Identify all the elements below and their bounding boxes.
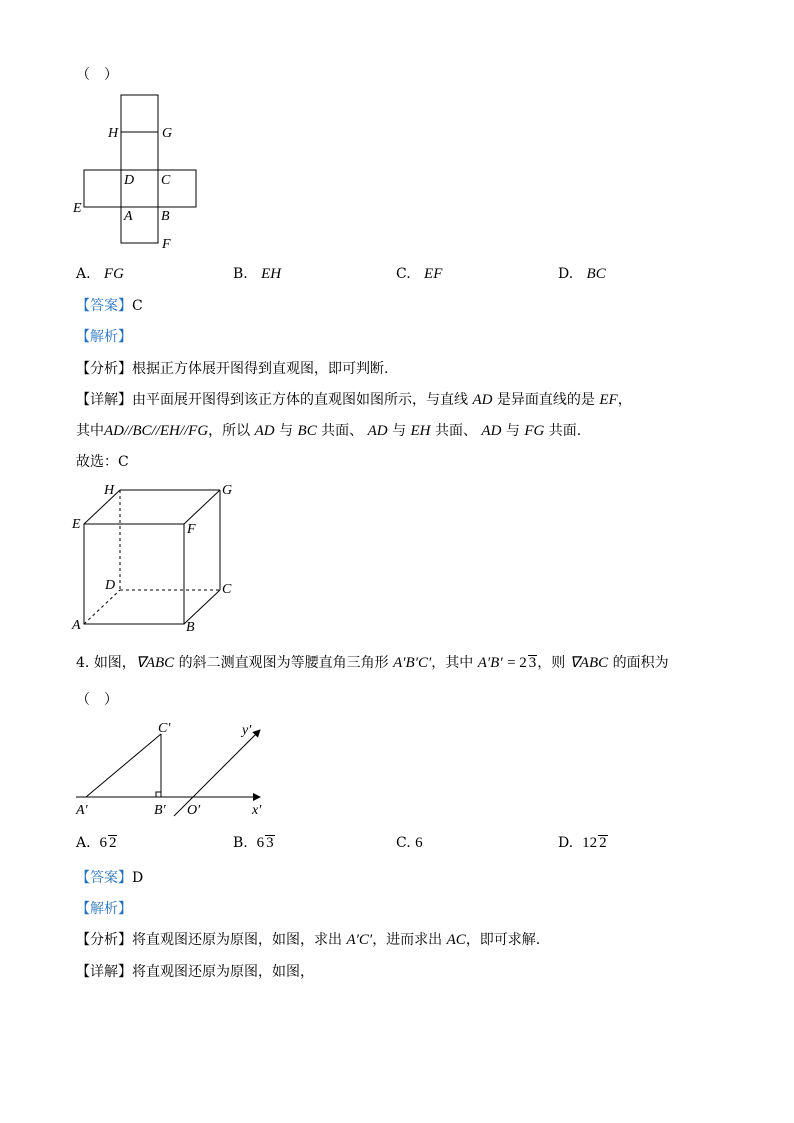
cube-edge-FG — [184, 490, 220, 524]
net-horizontal-strip — [84, 170, 196, 207]
q3-option-b[interactable]: B. EH — [233, 266, 282, 282]
cube-label-H: H — [104, 483, 115, 498]
fenxi-tag: 【分析】 — [76, 361, 132, 377]
net-label-D: D — [124, 173, 135, 188]
answer-value: D — [132, 870, 144, 886]
net-label-E: E — [73, 201, 82, 216]
net-label-H: H — [108, 126, 119, 141]
q4-option-b[interactable]: B. 6 3 — [233, 835, 274, 851]
cube-edge-EH — [84, 490, 120, 524]
net-label-F: F — [162, 237, 171, 252]
q4-answer-paren: （ ） — [76, 692, 118, 708]
answer-value: C — [132, 298, 143, 314]
fig-label-B: B′ — [154, 803, 166, 818]
q3-option-a[interactable]: A. FG — [76, 266, 124, 282]
q4-option-d[interactable]: D. 12 2 — [558, 835, 607, 851]
fig-label-x: x′ — [252, 803, 262, 818]
q3-analysis-tag: 【解析】 — [76, 329, 132, 345]
net-label-A: A — [124, 209, 133, 224]
cube-figure — [64, 478, 244, 638]
fig-label-y: y′ — [242, 723, 252, 738]
q4-fenxi-line: 【分析】将直观图还原为原图，如图，求出 A′C′，进而求出 AC，即可求解. — [76, 932, 541, 948]
q4-answer-line — [76, 869, 143, 887]
answer-tag: 【答案】 — [76, 870, 132, 886]
net-label-B: B — [161, 209, 170, 224]
cube-label-B: B — [186, 620, 195, 635]
q4-number: 4. — [76, 655, 90, 671]
cube-label-G: G — [222, 483, 233, 498]
q4-stem: 4. 如图，∇ABC 的斜二测直观图为等腰直角三角形 A′B′C′，其中 A′B′ = 2 3，则 ∇ABC 的面积为 — [76, 655, 669, 671]
q3-option-c[interactable]: C. EF — [396, 266, 443, 282]
cube-label-D: D — [105, 578, 116, 593]
cube-label-F: F — [187, 522, 196, 537]
cube-label-E: E — [72, 517, 81, 532]
cube-front-face — [84, 524, 184, 624]
q3-answer-paren: （ ） — [76, 67, 118, 83]
fenxi-tag: 【分析】 — [76, 932, 132, 948]
answer-tag: 【答案】 — [76, 298, 132, 314]
q3-choice-line: 故选：C — [76, 454, 129, 470]
q3-parallel-line: 其中AD//BC//EH//FG，所以 AD 与 BC 共面、 AD 与 EH 共面、 AD 与 FG 共面. — [76, 423, 582, 439]
cube-hidden-edge-AD — [84, 590, 120, 624]
q3-answer-line — [76, 297, 143, 315]
cube-edge-BC — [184, 590, 220, 624]
q3-option-d[interactable]: D. BC — [558, 266, 606, 282]
side-AC — [86, 734, 161, 797]
xiangjie-tag: 【详解】 — [76, 964, 132, 980]
q4-option-c[interactable]: C. 6 — [396, 835, 423, 851]
net-label-G: G — [162, 126, 173, 141]
fig-label-A: A′ — [76, 803, 88, 818]
cube-label-A: A — [72, 618, 81, 633]
q4-analysis-tag: 【解析】 — [76, 901, 132, 917]
oblique-axes-figure — [70, 718, 270, 818]
cube-net-figure — [60, 88, 220, 258]
right-angle-mark — [156, 792, 161, 797]
net-label-C: C — [161, 173, 171, 188]
cube-label-C: C — [222, 582, 232, 597]
q3-fenxi-line — [76, 360, 388, 378]
q4-xiangjie-line: 【详解】将直观图还原为原图，如图， — [76, 964, 314, 980]
fenxi-text: 根据正方体展开图得到直观图，即可判断. — [132, 361, 389, 377]
q4-option-a[interactable]: A. 6 2 — [76, 835, 117, 851]
fig-label-O: O′ — [187, 803, 201, 818]
xiangjie-tag: 【详解】 — [76, 392, 132, 408]
q3-xiangjie-line: 【详解】由平面展开图得到该正方体的直观图如图所示，与直线 AD 是异面直线的是 EF， — [76, 392, 632, 408]
fig-label-C: C′ — [158, 721, 171, 736]
